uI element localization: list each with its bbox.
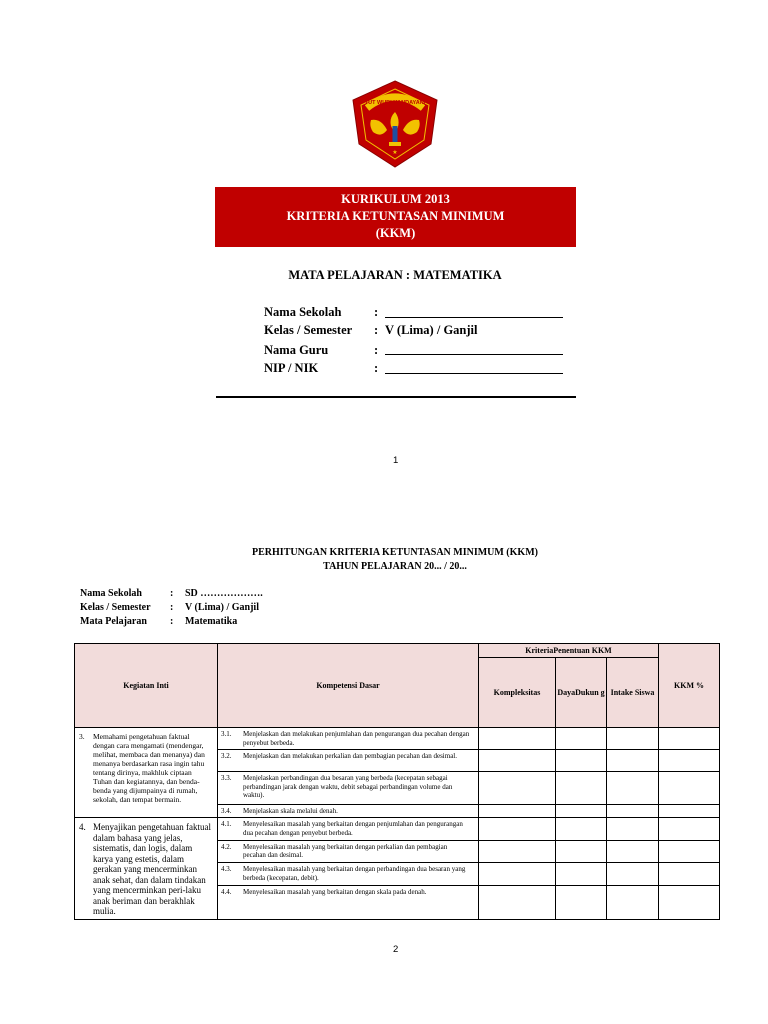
info-subject-value: Matematika (185, 616, 238, 627)
subject-title: MATA PELAJARAN : MATEMATIKA (288, 268, 502, 282)
kd-cell (218, 750, 479, 772)
info-label-subject: Mata Pelajaran (80, 616, 147, 627)
page-number-2: 2 (393, 944, 399, 955)
kkm-cell[interactable] (659, 840, 720, 863)
ki-number: 4. (79, 822, 86, 832)
school-name-blank[interactable] (385, 305, 563, 318)
field-colon: : (374, 323, 379, 337)
kd-cell (218, 772, 479, 805)
kkm-cell[interactable] (659, 863, 720, 886)
field-label-nip: NIP / NIK (264, 361, 319, 375)
tut-wuri-handayani-logo (347, 78, 443, 170)
kkm-cell[interactable] (659, 885, 720, 919)
intake-cell[interactable] (607, 885, 659, 919)
kkm-cell[interactable] (659, 805, 720, 818)
ki-cell-4 (75, 818, 218, 920)
field-colon: : (374, 305, 379, 319)
intake-cell[interactable] (607, 818, 659, 841)
kompleksitas-cell[interactable] (479, 863, 556, 886)
info-class-value: V (Lima) / Ganjil (185, 602, 259, 613)
kkm-calculation-title (0, 546, 768, 574)
banner-line-3: (KKM) (375, 226, 416, 240)
table-row (75, 728, 720, 750)
kompleksitas-cell[interactable] (479, 772, 556, 805)
intake-cell[interactable] (607, 863, 659, 886)
class-semester-value: V (Lima) / Ganjil (385, 323, 478, 337)
kkm-cell[interactable] (659, 750, 720, 772)
banner-line-1: KURIKULUM 2013 (341, 192, 450, 206)
kkm-table (74, 643, 720, 920)
header-kriteria: KriteriaPenentuan KKM (479, 644, 659, 658)
kd-cell (218, 728, 479, 750)
intake-cell[interactable] (607, 728, 659, 750)
kd-number: 3.1. (221, 730, 232, 738)
kd-text: Menyelesaikan masalah yang berkaitan dengan penjumlahan dan pengurangan dua pecahan dengan penyebut berbeda. (243, 820, 463, 837)
kd-text: Menyelesaikan masalah yang berkaitan dengan perkalian dan pembagian pecahan dan desimal. (243, 842, 448, 860)
ki-text: Memahami pengetahuan faktual dengan cara mengamati (mendengar, melihat, membaca dan menanya) dan menanya berdasarkan rasa ingin tahu tentang dirinya, makhluk ciptaan Tuhan dan kegiatannya, dan benda-benda yang dijumpainya di rumah, sekolah, dan tempat bermain. (93, 732, 205, 804)
daya-dukung-cell[interactable] (556, 772, 607, 805)
kd-text: Menyelesaikan masalah yang berkaitan dengan skala pada denah. (243, 887, 427, 896)
kd-number: 3.4. (221, 807, 232, 815)
kkm-cell[interactable] (659, 818, 720, 841)
info-colon: : (170, 602, 174, 613)
field-label-class: Kelas / Semester (264, 323, 353, 337)
kd-cell (218, 840, 479, 863)
daya-dukung-cell[interactable] (556, 818, 607, 841)
kd-text: Menjelaskan skala melalui denah. (243, 807, 338, 815)
page-number-1: 1 (393, 455, 399, 466)
ki-cell-3 (75, 728, 218, 818)
kd-text: Menyelesaikan masalah yang berkaitan dengan perbandingan dua besaran yang berbeda (kecepatan, debit). (243, 865, 466, 882)
ki-number: 3. (79, 732, 85, 741)
banner-line-2: KRITERIA KETUNTASAN MINIMUM (286, 209, 505, 223)
kd-number: 4.2. (221, 842, 232, 851)
intake-cell[interactable] (607, 772, 659, 805)
header-kompetensi-dasar: Kompetensi Dasar (218, 644, 479, 728)
daya-dukung-cell[interactable] (556, 805, 607, 818)
kompleksitas-cell[interactable] (479, 840, 556, 863)
title-banner (215, 187, 576, 247)
kompleksitas-cell[interactable] (479, 750, 556, 772)
kd-number: 3.2. (221, 752, 232, 760)
logo-motto: TUT WURI HANDAYANI (364, 100, 426, 106)
svg-text:★: ★ (392, 150, 398, 156)
kkm-cell[interactable] (659, 772, 720, 805)
intake-cell[interactable] (607, 840, 659, 863)
kd-cell (218, 818, 479, 841)
kompleksitas-cell[interactable] (479, 728, 556, 750)
kd-cell (218, 885, 479, 919)
header-kompleksitas: Kompleksitas (479, 658, 556, 728)
kd-number: 4.4. (221, 887, 232, 896)
kompleksitas-cell[interactable] (479, 805, 556, 818)
info-colon: : (170, 588, 174, 599)
kd-cell (218, 805, 479, 818)
daya-dukung-cell[interactable] (556, 885, 607, 919)
header-kkm: KKM % (659, 644, 720, 728)
intake-cell[interactable] (607, 750, 659, 772)
daya-dukung-cell[interactable] (556, 728, 607, 750)
kkm-cell[interactable] (659, 728, 720, 750)
teacher-name-blank[interactable] (385, 342, 563, 355)
field-colon: : (374, 361, 379, 375)
kompleksitas-cell[interactable] (479, 818, 556, 841)
nip-blank[interactable] (385, 361, 563, 374)
kd-number: 4.3. (221, 865, 232, 874)
kd-text: Menjelaskan perbandingan dua besaran yang berbeda (kecepatan sebagai perbandingan jarak dengan waktu, debit sebagai perbandingan volume dan waktu). (243, 774, 453, 800)
kd-text: Menjelaskan dan melakukan penjumlahan dan pengurangan dua pecahan dengan penyebut berbeda. (243, 730, 470, 747)
header-kegiatan-inti: Kegiatan Inti (75, 644, 218, 728)
title-line-2: TAHUN PELAJARAN 20... / 20... (323, 561, 467, 572)
daya-dukung-cell[interactable] (556, 750, 607, 772)
kd-number: 3.3. (221, 774, 232, 782)
kd-cell (218, 863, 479, 886)
ki-text: Menyajikan pengetahuan faktual dalam bahasa yang jelas, sistematis, dan logis, dalam karya yang estetis, dalam gerakan yang mencerminkan anak sehat, dan dalam tindakan yang mencerminkan peri-laku anak beriman dan berakhlak mulia. (93, 822, 211, 916)
kd-number: 4.1. (221, 820, 232, 828)
header-daya-dukung: DayaDukun g (556, 658, 607, 728)
header-intake: Intake Siswa (607, 658, 659, 728)
info-label-class: Kelas / Semester (80, 602, 151, 613)
daya-dukung-cell[interactable] (556, 863, 607, 886)
table-row (75, 818, 720, 841)
info-school-value: SD ………………. (185, 588, 263, 599)
field-label-teacher: Nama Guru (264, 343, 329, 357)
divider (216, 396, 576, 398)
intake-cell[interactable] (607, 805, 659, 818)
field-label-school: Nama Sekolah (264, 305, 342, 319)
field-colon: : (374, 343, 379, 357)
kd-text: Menjelaskan dan melakukan perkalian dan pembagian pecahan dan desimal. (243, 752, 457, 760)
info-colon: : (170, 616, 174, 627)
info-label-school: Nama Sekolah (80, 588, 142, 599)
daya-dukung-cell[interactable] (556, 840, 607, 863)
kompleksitas-cell[interactable] (479, 885, 556, 919)
title-line-1: PERHITUNGAN KRITERIA KETUNTASAN MINIMUM (KKM) (252, 547, 538, 558)
